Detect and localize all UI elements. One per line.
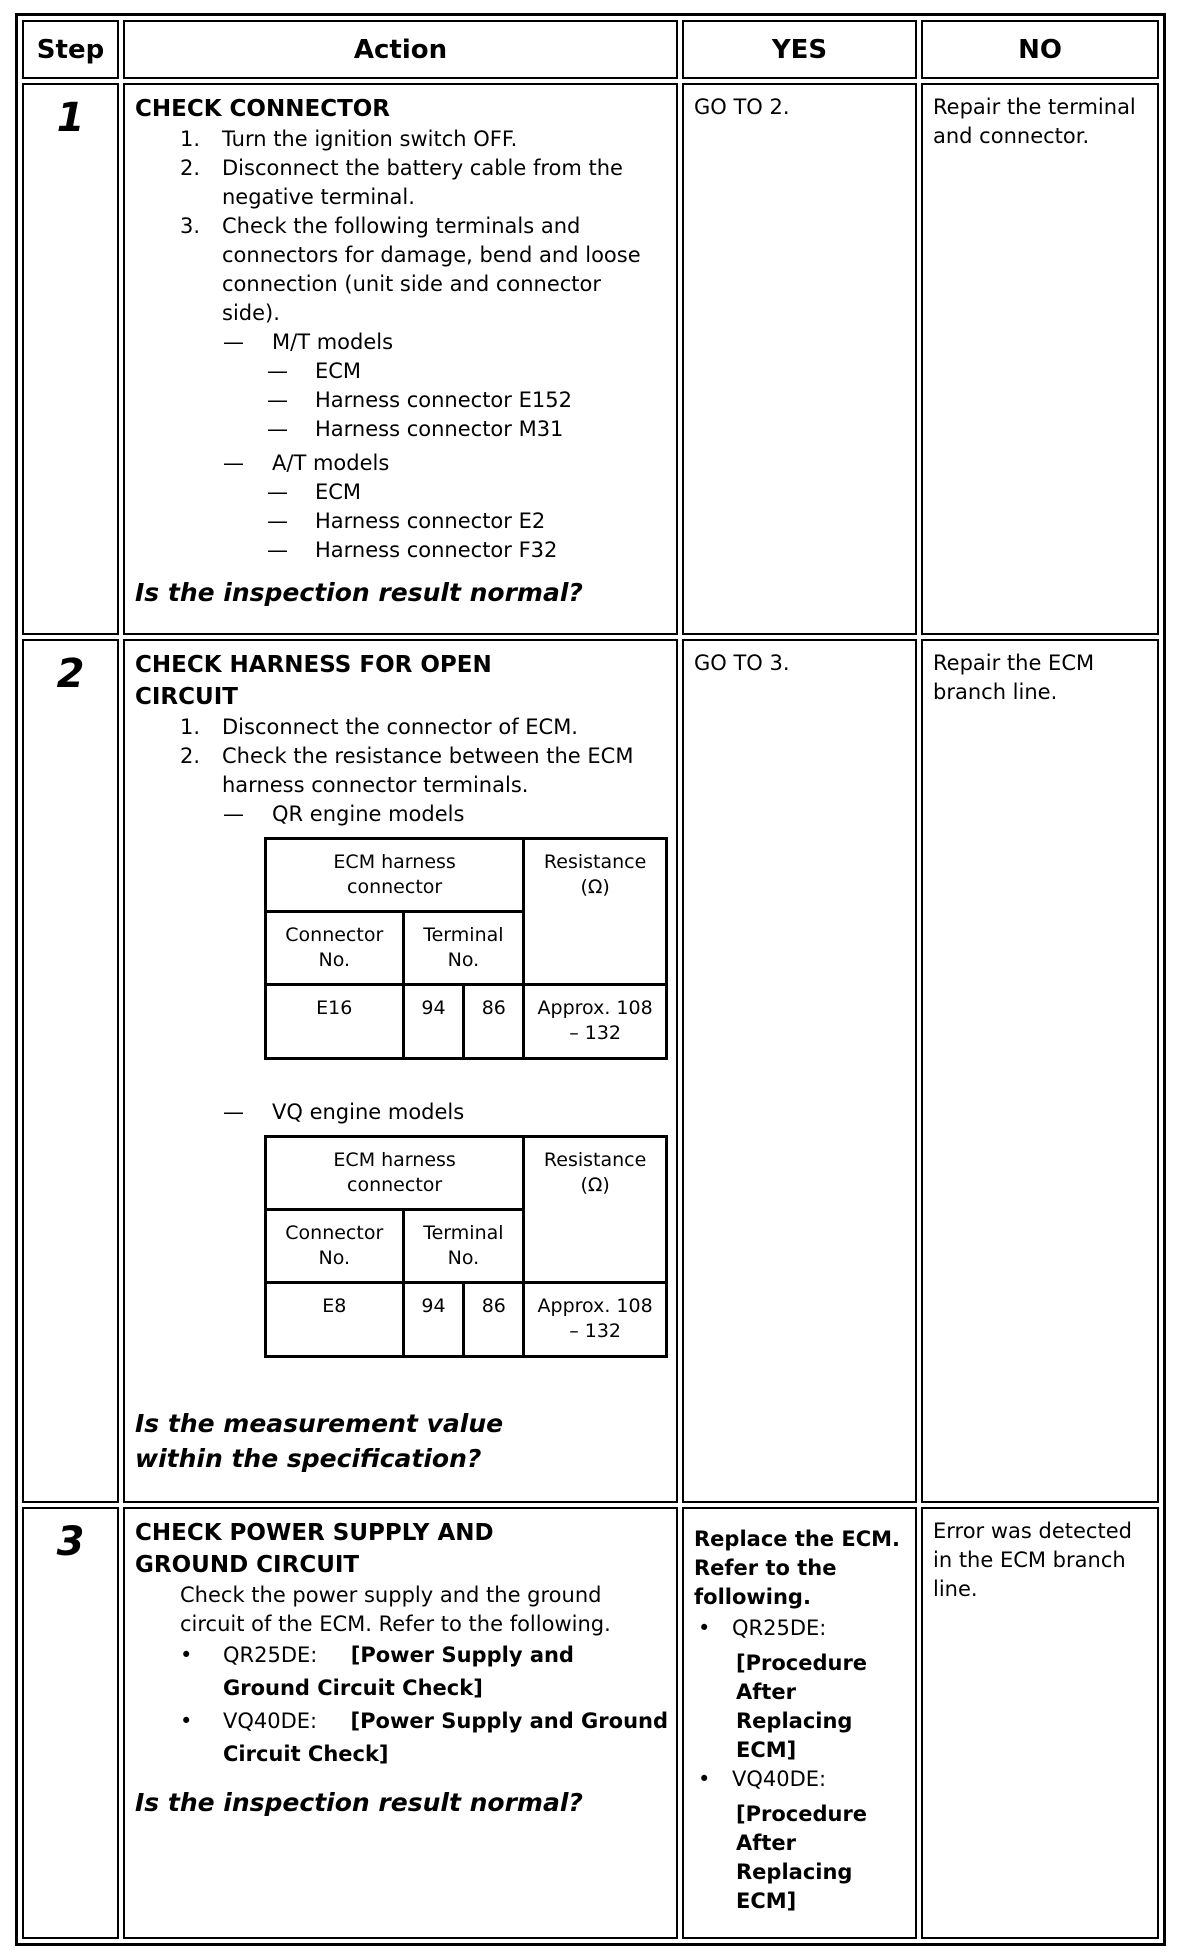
list-item: • VQ40DE: <box>698 1767 827 1791</box>
list-item: 1. Turn the ignition switch OFF. <box>180 127 518 151</box>
header-action: Action <box>123 20 678 79</box>
yes-cell: Replace the ECM. Refer to the following. • QR25DE: [Procedure After Replacing ECM] • VQ40DE: [Procedure After Replacing ECM] <box>682 1507 917 1939</box>
step-number: 3 <box>22 1507 119 1939</box>
reference-link[interactable]: [Procedure After Replacing ECM] <box>736 1802 868 1913</box>
step-title: CHECK HARNESS FOR OPEN CIRCUIT <box>135 652 492 710</box>
list-item: — Harness connector M31 <box>267 417 564 441</box>
no-cell: Repair the ECM branch line. <box>921 639 1159 1503</box>
list-item: 1. Disconnect the connector of ECM. <box>180 715 578 739</box>
step-title: CHECK POWER SUPPLY AND GROUND CIRCUIT <box>135 1520 494 1578</box>
list-item: 2. Disconnect the battery cable from the negative terminal. <box>180 156 623 209</box>
header-row <box>22 20 1159 79</box>
reference-link[interactable]: [Procedure After Replacing ECM] <box>736 1651 868 1762</box>
no-cell: Error was detected in the ECM branch line. <box>921 1507 1159 1939</box>
action-cell <box>123 1507 678 1939</box>
resistance-table: ECM harness connector Resistance (Ω) Connector No. Terminal No. E8 94 86 Approx. 108 – 132 <box>264 1135 668 1358</box>
header-step: Step <box>22 20 119 79</box>
list-item: — ECM <box>267 359 362 383</box>
list-item: — VQ engine models <box>223 1100 465 1124</box>
action-cell <box>123 639 678 1503</box>
question: Is the inspection result normal? <box>135 1788 583 1817</box>
yes-cell: GO TO 2. <box>682 83 917 635</box>
list-item: • VQ40DE: [Power Supply and Ground Circuit Check] <box>180 1709 669 1766</box>
list-item: 3. Check the following terminals and connectors for damage, bend and loose connection (unit side and connector side). <box>180 214 641 325</box>
list-item: • QR25DE: [Power Supply and Ground Circuit Check] <box>180 1643 574 1700</box>
yes-cell: GO TO 3. <box>682 639 917 1503</box>
header-yes: YES <box>682 20 917 79</box>
table-row <box>22 83 1159 635</box>
no-cell: Repair the terminal and connector. <box>921 83 1159 635</box>
list-item: — Harness connector E152 <box>267 388 572 412</box>
diagnosis-table <box>15 13 1166 1946</box>
step-number: 2 <box>22 639 119 1503</box>
list-item: 2. Check the resistance between the ECM harness connector terminals. <box>180 744 634 797</box>
reference-link[interactable]: [Power Supply and Ground Circuit Check] <box>223 1709 669 1766</box>
action-cell <box>123 83 678 635</box>
reference-link[interactable]: [Power Supply and Ground Circuit Check] <box>223 1643 574 1700</box>
resistance-table: ECM harness connector Resistance (Ω) Connector No. Terminal No. E16 94 86 Approx. 108 – 132 <box>264 837 668 1060</box>
question: Is the inspection result normal? <box>135 578 583 607</box>
list-item: — M/T models <box>223 330 394 354</box>
table-row <box>22 1507 1159 1939</box>
question: Is the measurement value within the specification? <box>135 1409 504 1473</box>
step-title: CHECK CONNECTOR <box>135 96 391 122</box>
list-item: — QR engine models <box>223 802 465 826</box>
list-item: — Harness connector E2 <box>267 509 546 533</box>
list-item: — A/T models <box>223 451 390 475</box>
list-item: — Harness connector F32 <box>267 538 558 562</box>
step-description: Check the power supply and the ground circuit of the ECM. Refer to the following. <box>180 1583 611 1636</box>
list-item: — ECM <box>267 480 362 504</box>
table-row <box>22 639 1159 1503</box>
header-no: NO <box>921 20 1159 79</box>
step-number: 1 <box>22 83 119 635</box>
list-item: • QR25DE: <box>698 1616 827 1640</box>
